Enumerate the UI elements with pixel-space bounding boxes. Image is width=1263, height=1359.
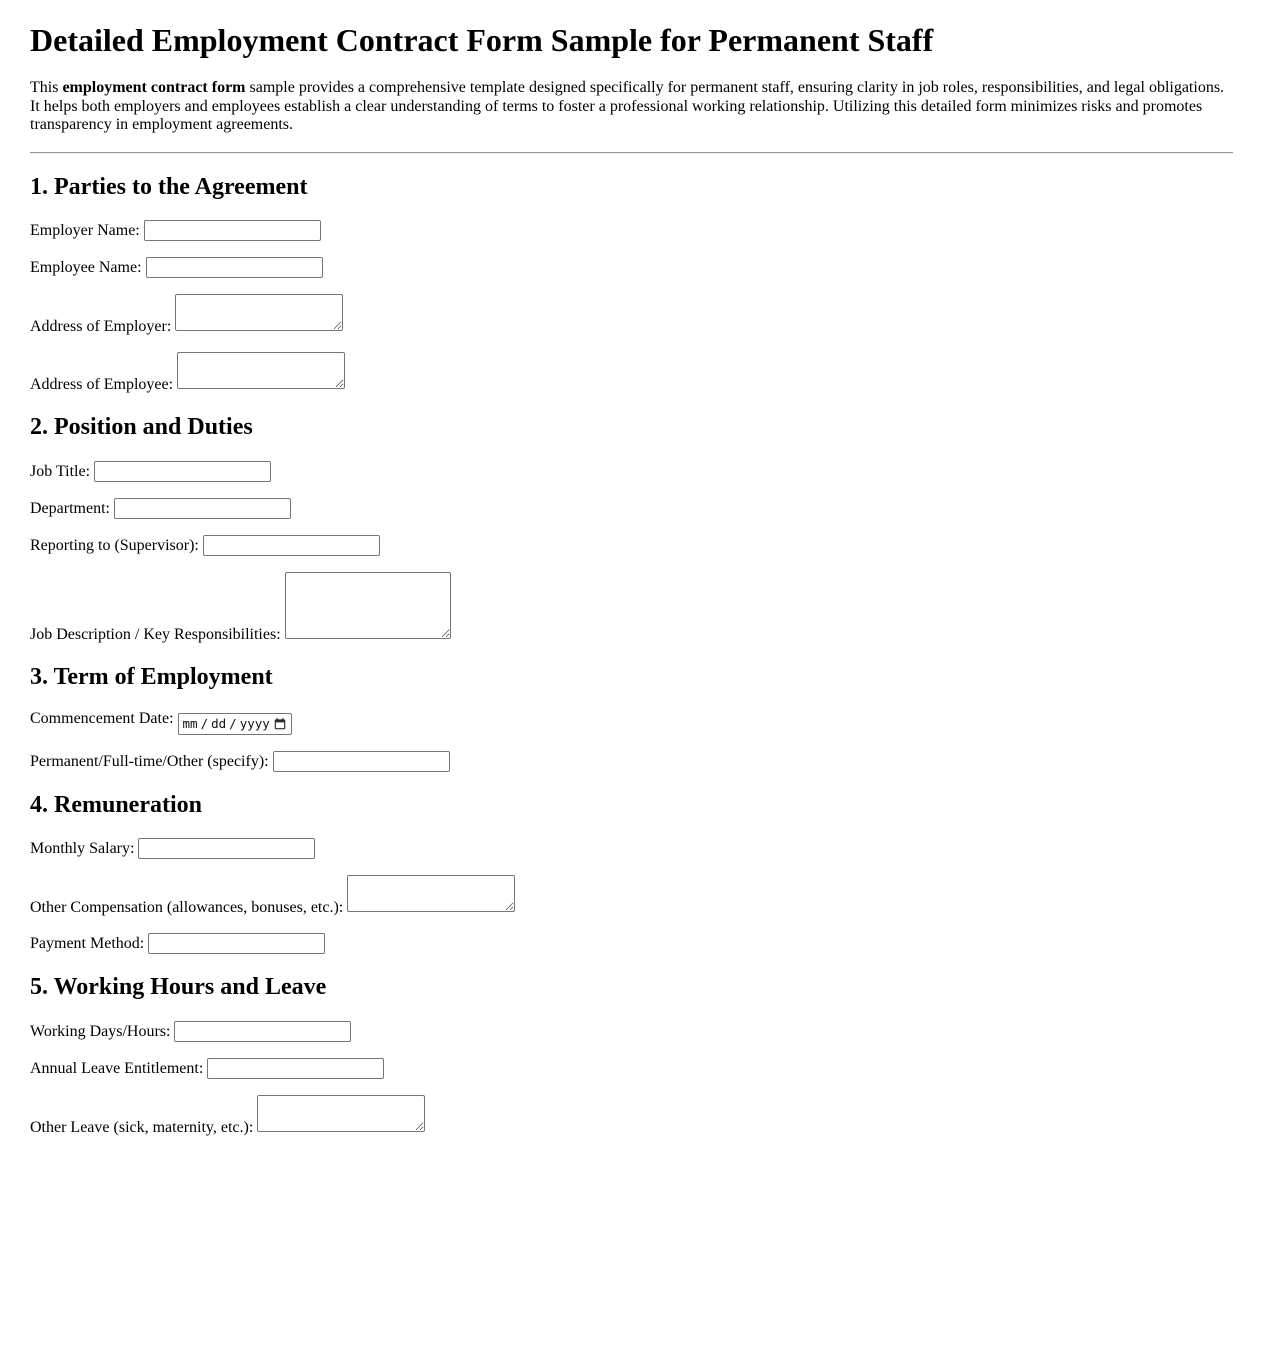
field-label: Other Compensation (allowances, bonuses, etc.): [30, 899, 344, 917]
employer-address-textarea[interactable] [175, 294, 343, 331]
field-label: Commencement Date: [30, 710, 174, 728]
form-field [30, 294, 1233, 336]
employee-address-textarea[interactable] [177, 352, 345, 389]
section-2-heading: 2. Position and Duties [30, 414, 253, 441]
field-label: Address of Employer: [30, 318, 172, 336]
date-placeholder [183, 716, 270, 731]
form-field [30, 498, 1233, 519]
field-label: Reporting to (Supervisor): [30, 536, 199, 554]
employment-type-input[interactable] [273, 751, 450, 772]
intro-paragraph [30, 79, 1227, 134]
field-label: Employee Name: [30, 259, 142, 277]
form-field [30, 257, 1233, 278]
supervisor-input[interactable] [203, 535, 380, 556]
calendar-icon [273, 717, 287, 731]
working-hours-input[interactable] [174, 1021, 351, 1042]
section-1-heading: 1. Parties to the Agreement [30, 173, 308, 200]
field-label: Job Description / Key Responsibilities: [30, 625, 281, 643]
employee-name-input[interactable] [146, 257, 323, 278]
form-field [30, 535, 1233, 556]
payment-method-input[interactable] [148, 933, 325, 954]
intro-text-bold: employment contract form [62, 79, 246, 97]
field-label: Other Leave (sick, maternity, etc.): [30, 1119, 254, 1137]
section-3-heading: 3. Term of Employment [30, 663, 273, 690]
section-4-heading: 4. Remuneration [30, 791, 202, 818]
form-field [30, 710, 1233, 735]
field-label: Annual Leave Entitlement: [30, 1060, 204, 1078]
intro-text-prefix: This [30, 79, 63, 97]
form-field [30, 461, 1233, 482]
date-segment: yyyy [239, 716, 270, 732]
field-label: Job Title: [30, 462, 91, 480]
date-separator: / [229, 716, 237, 732]
divider [30, 152, 1233, 154]
form-field [30, 1021, 1233, 1042]
field-label: Address of Employee: [30, 376, 174, 394]
form-field [30, 875, 1233, 917]
page [30, 23, 1233, 1137]
form-field [30, 751, 1233, 772]
commencement-date-input[interactable] [178, 713, 292, 735]
form-field [30, 838, 1233, 859]
page-title: Detailed Employment Contract Form Sample for Permanent Staff [30, 22, 934, 58]
field-label: Payment Method: [30, 935, 145, 953]
date-segment: dd [211, 716, 227, 732]
section-5-heading: 5. Working Hours and Leave [30, 974, 327, 1001]
employer-name-input[interactable] [144, 220, 321, 241]
intro-text-suffix: sample provides a comprehensive template designed specifically for permanent staff, ensuring clarity in job roles, responsibilities, and legal obligations. It helps both employers and employees establish a clear understanding of terms to foster a professional working relationship. Utilizing this detailed form minimizes risks and promotes transparency in employment agreements. [30, 79, 1225, 134]
form-field [30, 1058, 1233, 1079]
other-leave-textarea[interactable] [257, 1095, 425, 1132]
date-separator: / [200, 716, 209, 732]
date-segment: mm [182, 716, 198, 732]
field-label: Department: [30, 499, 110, 517]
field-label: Permanent/Full-time/Other (specify): [30, 752, 269, 770]
contract-form [30, 174, 1233, 1137]
monthly-salary-input[interactable] [138, 838, 315, 859]
form-field [30, 572, 1233, 644]
form-field [30, 352, 1233, 394]
department-input[interactable] [114, 498, 291, 519]
form-field [30, 220, 1233, 241]
field-label: Employer Name: [30, 222, 140, 240]
field-label: Working Days/Hours: [30, 1023, 171, 1041]
form-field [30, 1095, 1233, 1137]
job-title-input[interactable] [94, 461, 271, 482]
form-field [30, 933, 1233, 954]
other-compensation-textarea[interactable] [347, 875, 515, 912]
job-description-textarea[interactable] [285, 572, 451, 639]
field-label: Monthly Salary: [30, 840, 135, 858]
annual-leave-input[interactable] [207, 1058, 384, 1079]
